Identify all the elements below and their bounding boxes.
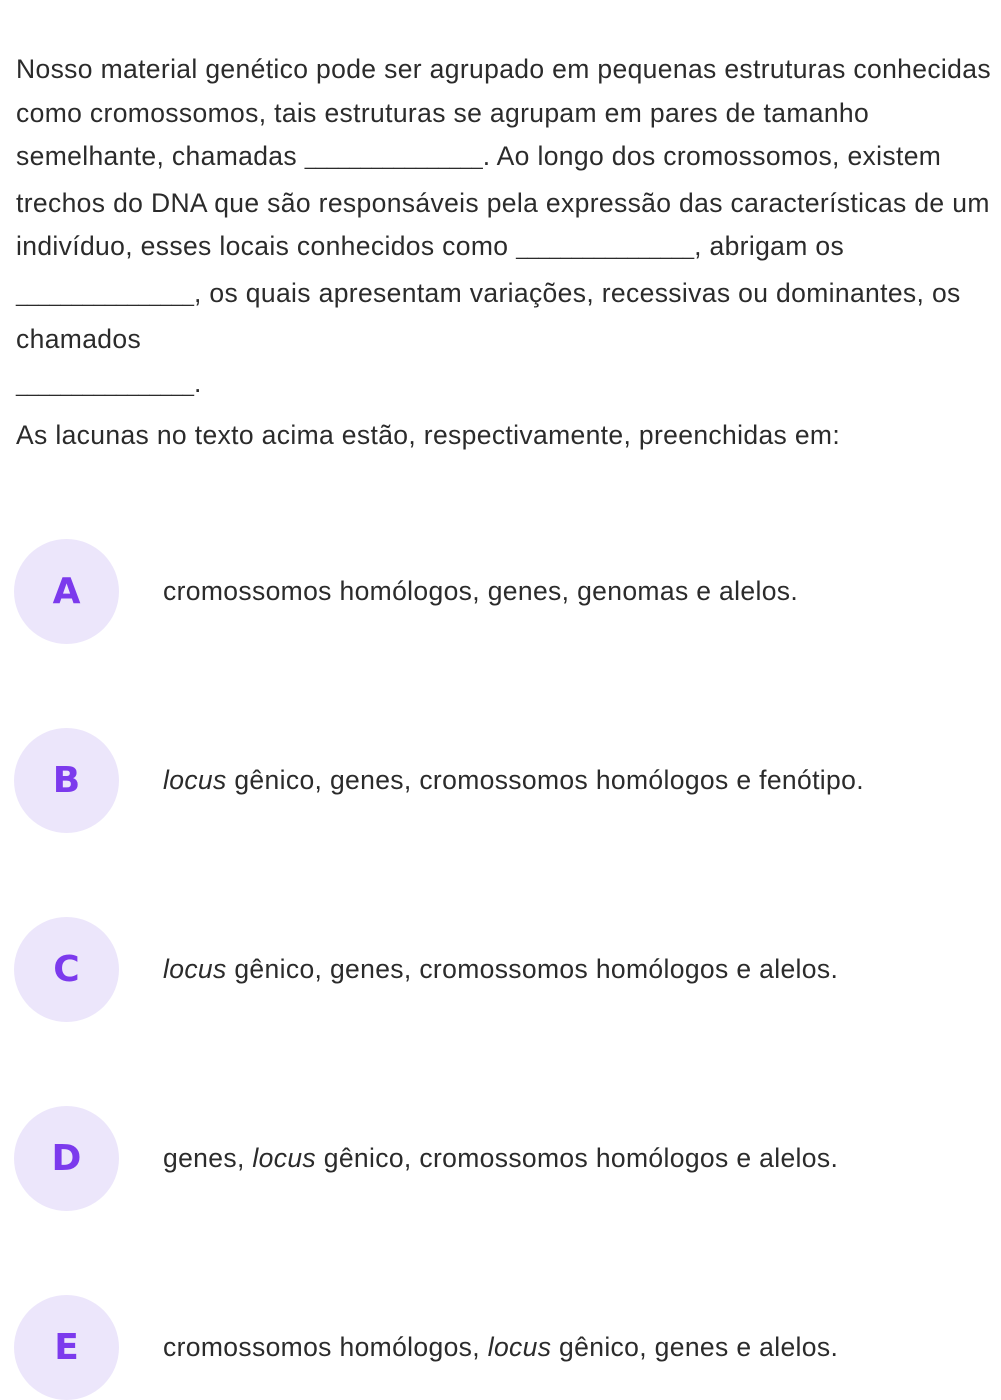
option-e-badge[interactable]	[14, 1295, 119, 1400]
option-c-badge[interactable]	[14, 917, 119, 1022]
option-d[interactable]	[14, 1105, 974, 1211]
option-d-letter: D	[51, 1137, 82, 1179]
option-d-badge[interactable]	[14, 1106, 119, 1211]
blank-3: ________________	[16, 284, 194, 307]
option-e-text: cromossomos homólogos, locus gênico, genes e alelos.	[163, 1331, 839, 1362]
question-part-1: Nosso material genético pode ser agrupado em pequenas estruturas conhecidas como cromossomos, tais estruturas se agrupam em pares de tamanho semelhante, chamadas	[16, 54, 991, 171]
option-c-text: locus gênico, genes, cromossomos homólogos e alelos.	[163, 953, 839, 984]
option-b[interactable]	[14, 727, 974, 833]
option-d-text: genes, locus gênico, cromossomos homólogos e alelos.	[163, 1142, 839, 1173]
option-c-letter: C	[53, 948, 80, 990]
question-part-3: , abrigam os	[694, 231, 845, 261]
option-a-text: cromossomos homólogos, genes, genomas e alelos.	[163, 575, 799, 606]
option-b-letter: B	[52, 759, 81, 801]
option-e[interactable]	[14, 1294, 974, 1400]
option-e-letter: E	[54, 1326, 79, 1368]
question-text	[16, 48, 991, 408]
option-a-badge[interactable]	[14, 539, 119, 644]
option-a-letter: A	[52, 570, 81, 612]
option-a[interactable]	[14, 538, 974, 644]
blank-4: ________________	[16, 374, 194, 397]
option-b-text: locus gênico, genes, cromossomos homólogos e fenótipo.	[163, 764, 864, 795]
question-part-2: . Ao longo dos cromossomos, existem trechos do DNA que são responsáveis pela expressão das características de um indivíduo, esses locais conhecidos como	[16, 141, 990, 261]
question-part-4: , os quais apresentam variações, recessivas ou dominantes, os chamados	[16, 277, 961, 354]
question-end: .	[193, 367, 202, 398]
option-b-badge[interactable]	[14, 728, 119, 833]
blank-1: ________________	[304, 148, 483, 170]
prompt-text: As lacunas no texto acima estão, respectivamente, preenchidas em:	[16, 420, 841, 450]
option-c[interactable]	[14, 916, 974, 1022]
blank-2: ________________	[516, 238, 695, 260]
